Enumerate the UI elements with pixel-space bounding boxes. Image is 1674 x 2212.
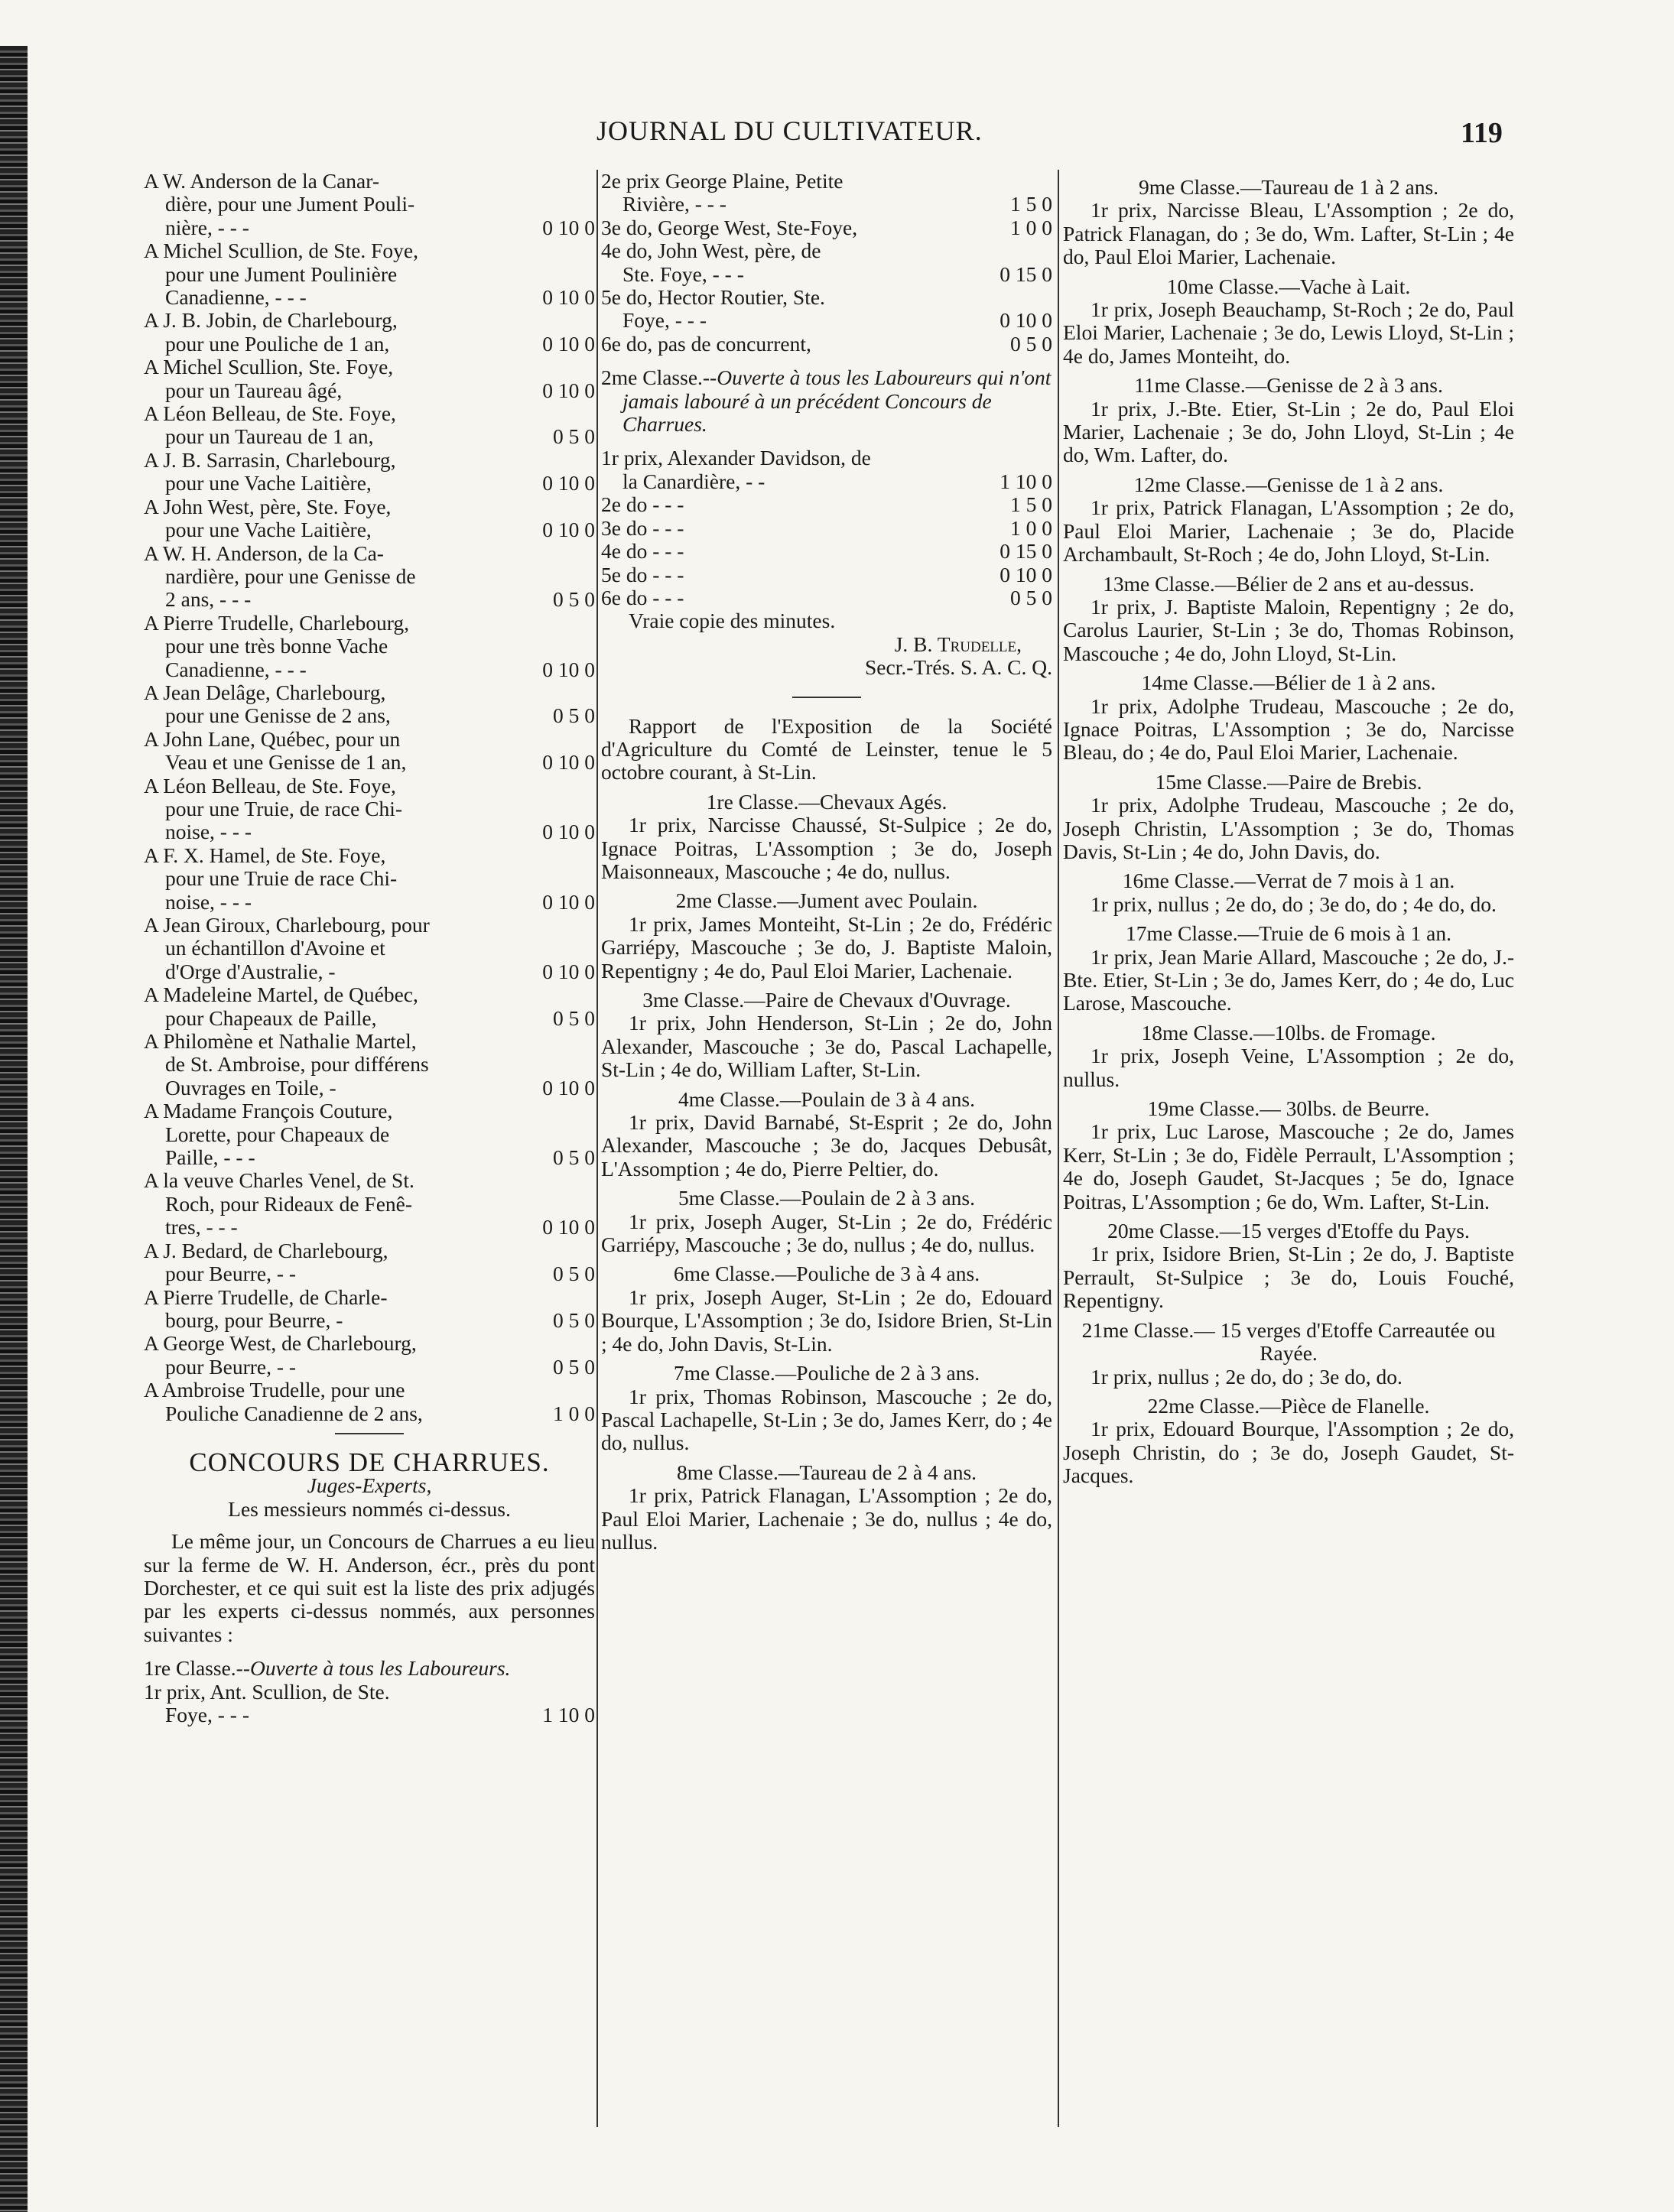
- class-heading: 20me Classe.—15 verges d'Etoffe du Pays.: [1107, 1219, 1470, 1243]
- prize-line-text: 3e do - - -: [601, 515, 684, 540]
- rapport-paragraph: Rapport de l'Exposition de la Société d'Agriculture du Comté de Leinster, tenue le 5 octobre courant, à St-Lin.: [601, 713, 1052, 784]
- short-divider: [792, 697, 861, 698]
- prize-line-text: nière, - - -: [165, 215, 249, 239]
- prize-line: [144, 1123, 595, 1146]
- prize-entry: [601, 586, 1052, 609]
- prize-line: [144, 891, 595, 914]
- prize-amount: 0 5 0: [553, 1354, 595, 1379]
- prize-line-text: pour un Taureau âgé,: [165, 378, 343, 402]
- class-results: 1r prix, Narcisse Bleau, L'Assomption ; 2e do, Patrick Flanagan, do ; 3e do, Wm. Lafter, St-Lin ; 4e do, Paul Eloi Marier, Lachenaie.: [1063, 198, 1514, 269]
- spacer: [144, 1646, 595, 1657]
- prize-entry: [144, 612, 595, 681]
- class-heading-italic: Ouverte à tous les Laboureurs qui n'ont jamais labouré à un précédent Concours de Charrues.: [622, 365, 1052, 437]
- prize-line-text: Foye, - - -: [165, 1703, 249, 1726]
- prize-line-text: A J. Bedard, de Charlebourg,: [144, 1238, 388, 1262]
- prize-line-text: A Léon Belleau, de Ste. Foye,: [144, 401, 396, 426]
- prize-amount: 1 10 0: [542, 1703, 595, 1726]
- prize-entry: [144, 1169, 595, 1239]
- prize-line-text: Ouvrages en Toile, -: [165, 1075, 336, 1100]
- concours-paragraph: Le même jour, un Concours de Charrues a eu lieu sur la ferme de W. H. Anderson, écr., près du pont Dorchester, et ce qui suit est la liste des prix adjugés par les experts ci-dessus nommés, aux personnes suivantes :: [144, 1529, 595, 1646]
- prize-line: [144, 1379, 595, 1402]
- prize-line-text: pour un Taureau de 1 an,: [165, 424, 374, 449]
- class-results: 1r prix, Narcisse Chaussé, St-Sulpice ; 2e do, Ignace Poitras, L'Assomption ; 3e do, Joseph Maisonneaux, Mascouche ; 4e do, nullus.: [601, 813, 1052, 883]
- prize-line: [144, 681, 595, 704]
- prize-line-text: 6e do, pas de concurrent,: [601, 331, 811, 356]
- prize-line: [601, 493, 1052, 516]
- prize-line-text: pour une très bonne Vache: [165, 634, 388, 658]
- prize-amount: 0 10 0: [542, 471, 595, 495]
- section-title: CONCOURS DE CHARRUES.: [189, 1447, 550, 1477]
- prize-amount: 0 5 0: [553, 1307, 595, 1332]
- prize-line-text: 6e do - - -: [601, 585, 684, 609]
- prize-entry: [144, 728, 595, 775]
- prize-amount: 1 10 0: [1000, 469, 1052, 493]
- prize-line-text: A la veuve Charles Venel, de St.: [144, 1168, 414, 1193]
- prize-line-text: Rivière, - - -: [622, 192, 726, 216]
- column-rule-2: [1058, 170, 1059, 2127]
- prize-line: [601, 239, 1052, 262]
- prize-line-text: 4e do - - -: [601, 539, 684, 564]
- prize-line-text: A Michel Scullion, Ste. Foye,: [144, 355, 394, 379]
- prize-line: [144, 472, 595, 495]
- prize-line-text: pour une Vache Laitière,: [165, 471, 372, 495]
- prize-entry: [601, 447, 1052, 493]
- prize-entry: [144, 495, 595, 542]
- prize-line-text: Roch, pour Rideaux de Fenê-: [165, 1191, 413, 1216]
- prize-line-text: pour une Truie de race Chi-: [165, 866, 398, 891]
- class-results: 1r prix, Joseph Auger, St-Lin ; 2e do, Edouard Bourque, L'Assomption ; 3e do, Isidore Brien, St-Lin ; 4e do, John Davis, St-Lin.: [601, 1285, 1052, 1356]
- prize-amount: 0 15 0: [1000, 539, 1052, 564]
- prize-line: [144, 449, 595, 472]
- prize-amount: 1 0 0: [1010, 215, 1052, 239]
- class-results: 1r prix, John Henderson, St-Lin ; 2e do, John Alexander, Mascouche ; 3e do, Pascal Lachapelle, St-Lin ; 4e do, William Lafter, St-Lin.: [601, 1011, 1052, 1082]
- class-heading-prefix: 1re Classe.--: [144, 1656, 250, 1681]
- prize-line: [144, 1239, 595, 1262]
- prize-line: [144, 286, 595, 309]
- prize-amount: 0 10 0: [542, 285, 595, 310]
- prize-line: [144, 797, 595, 820]
- class-heading: 12me Classe.—Genisse de 1 à 2 ans.: [1133, 472, 1444, 496]
- prize-entry: [601, 170, 1052, 216]
- prize-line: [144, 751, 595, 774]
- prize-line: [144, 867, 595, 890]
- prize-line-text: A Léon Belleau, de Ste. Foye,: [144, 773, 396, 797]
- prize-entry: [601, 564, 1052, 586]
- class-results: 1r prix, James Monteiht, St-Lin ; 2e do, Frédéric Garriépy, Mascouche ; 3e do, J. Baptiste Maloin, Repentigny ; 4e do, Paul Eloi Marier, Lachenaie.: [601, 911, 1052, 983]
- prize-line: [144, 1007, 595, 1030]
- prize-line: [144, 333, 595, 356]
- prize-line-text: A Ambroise Trudelle, pour une: [144, 1378, 405, 1402]
- prize-line: [601, 193, 1052, 216]
- class-results: 1r prix, Joseph Auger, St-Lin ; 2e do, Frédéric Garriépy, Mascouche ; 3e do, nullus ; 4e do, nullus.: [601, 1209, 1052, 1257]
- column-3: [1063, 170, 1514, 1488]
- prize-entry: [601, 333, 1052, 356]
- prize-line-text: Pouliche Canadienne de 2 ans,: [165, 1401, 423, 1425]
- prize-line-text: A Pierre Trudelle, Charlebourg,: [144, 610, 410, 635]
- prize-line: [144, 820, 595, 843]
- prize-line-text: 2e prix George Plaine, Petite: [601, 169, 844, 193]
- prize-line-text: nardière, pour une Genisse de: [165, 564, 416, 588]
- prize-line-text: A John West, père, Ste. Foye,: [144, 494, 392, 518]
- prize-line: [601, 564, 1052, 586]
- class-results: 1r prix, Jean Marie Allard, Mascouche ; 2e do, J.-Bte. Etier, St-Lin ; 3e do, James Kerr, do ; 4e do, Luc Larose, Mascouche.: [1063, 944, 1514, 1015]
- prize-line-text: A John Lane, Québec, pour un: [144, 726, 401, 751]
- prize-line-text: 2 ans, - - -: [165, 587, 252, 612]
- prize-line-text: Ste. Foye, - - -: [622, 261, 744, 286]
- class-results: 1r prix, Adolphe Trudeau, Mascouche ; 2e do, Joseph Christin, L'Assomption ; 3e do, Thomas Davis, St-Lin ; 4e do, John Davis, do.: [1063, 793, 1514, 863]
- prize-line: [144, 239, 595, 262]
- prize-amount: 1 0 0: [553, 1401, 595, 1425]
- prize-line-text: pour Beurre, - -: [165, 1262, 297, 1286]
- prize-line-text: 1r prix, Alexander Davidson, de: [601, 446, 871, 470]
- class-heading: 15me Classe.—Paire de Brebis.: [1155, 769, 1422, 794]
- prize-line-text: 5e do - - -: [601, 562, 684, 586]
- class-heading: 18me Classe.—10lbs. de Fromage.: [1141, 1020, 1436, 1044]
- prize-line: [601, 286, 1052, 309]
- prize-line: [601, 540, 1052, 563]
- prize-entry: [601, 493, 1052, 516]
- prize-amount: 0 10 0: [542, 820, 595, 844]
- class-heading: [144, 1657, 595, 1680]
- prize-amount: 1 0 0: [1010, 515, 1052, 540]
- prize-amount: 0 5 0: [1010, 585, 1052, 609]
- prize-entry: [144, 775, 595, 844]
- prize-entry: [601, 540, 1052, 563]
- prize-entry: [601, 216, 1052, 239]
- prize-line: [144, 193, 595, 216]
- prize-line: [601, 263, 1052, 286]
- class-heading: 13me Classe.—Bélier de 2 ans et au-dessus.: [1103, 571, 1474, 596]
- prize-line-text: pour une Jument Poulinière: [165, 261, 398, 286]
- class-heading: 8me Classe.—Taureau de 2 à 4 ans.: [676, 1460, 977, 1484]
- class-results: 1r prix, Joseph Beauchamp, St-Roch ; 2e do, Paul Eloi Marier, Lachenaie ; 3e do, Lewis Lloyd, St-Lin ; 4e do, James Monteiht, do.: [1063, 297, 1514, 368]
- class-results: 1r prix, Thomas Robinson, Mascouche ; 2e do, Pascal Lachapelle, St-Lin ; 3e do, James Kerr, do ; 4e do, nullus.: [601, 1384, 1052, 1455]
- prize-line-text: A J. B. Jobin, de Charlebourg,: [144, 308, 398, 333]
- prize-line: [144, 983, 595, 1006]
- prize-line: [144, 1704, 595, 1726]
- class-sections: [1063, 176, 1514, 1488]
- class-heading-prefix: 2me Classe.--: [601, 365, 717, 390]
- prize-line-text: noise, - - -: [165, 889, 252, 914]
- prize-line: [144, 658, 595, 681]
- prize-line-text: A Jean Delâge, Charlebourg,: [144, 680, 386, 704]
- prize-line: [144, 704, 595, 727]
- class-results: 1r prix, Patrick Flanagan, L'Assomption ; 2e do, Paul Eloi Marier, Lachenaie ; 3e do, nullus ; 4e do, nullus.: [601, 1483, 1052, 1554]
- class-heading: 19me Classe.— 30lbs. de Beurre.: [1147, 1096, 1430, 1121]
- prize-line: [601, 447, 1052, 469]
- prize-line: [144, 263, 595, 286]
- class-heading-italic: Ouverte à tous les Laboureurs.: [249, 1656, 511, 1681]
- prize-entry: [144, 309, 595, 356]
- prize-amount: 0 10 0: [542, 378, 595, 402]
- prize-line: [144, 309, 595, 332]
- prize-line-text: de St. Ambroise, pour différens: [165, 1052, 429, 1077]
- prize-line-text: d'Orge d'Australie, -: [165, 959, 336, 983]
- class-heading: 9me Classe.—Taureau de 1 à 2 ans.: [1138, 175, 1439, 199]
- class-heading: 2me Classe.—Jument avec Poulain.: [675, 888, 978, 913]
- prize-line: [144, 1309, 595, 1332]
- prize-entry: [144, 1332, 595, 1379]
- prize-line-text: 3e do, George West, Ste-Foye,: [601, 215, 858, 239]
- prize-line: [601, 216, 1052, 239]
- prize-line: [144, 425, 595, 448]
- prize-entry: [144, 1379, 595, 1425]
- class-heading: 7me Classe.—Pouliche de 2 à 3 ans.: [673, 1361, 980, 1385]
- prize-entry: [144, 844, 595, 914]
- prize-amount: 0 10 0: [542, 215, 595, 239]
- prize-line: [144, 588, 595, 611]
- prize-line-text: Lorette, pour Chapeaux de: [165, 1122, 390, 1146]
- prize-amount: 0 5 0: [553, 424, 595, 449]
- class-results: 1r prix, Adolphe Trudeau, Mascouche ; 2e do, Ignace Poitras, L'Assomption ; 3e do, Narcisse Bleau, do ; 4e do, Paul Eloi Marier, Lachenaie.: [1063, 693, 1514, 765]
- prize-line: [144, 216, 595, 239]
- prize-entry: [144, 542, 595, 612]
- prize-list: [144, 170, 595, 1425]
- prize-line: [144, 1332, 595, 1355]
- prize-amount: 0 10 0: [542, 1075, 595, 1100]
- prize-line: [144, 914, 595, 937]
- short-divider: [335, 1433, 404, 1434]
- prize-line-text: pour une Truie, de race Chi-: [165, 796, 403, 820]
- prize-entry: [144, 1100, 595, 1169]
- page-binding-edge: [0, 46, 28, 2212]
- class-results: 1r prix, J. Baptiste Maloin, Repentigny ; 2e do, Carolus Laurier, St-Lin ; 3e do, Thomas Robinson, Mascouche ; 4e do, John Lloyd, St-Lin.: [1063, 594, 1514, 665]
- prize-line: [601, 333, 1052, 356]
- judges-heading: Juges-Experts,: [307, 1473, 432, 1498]
- prize-line-text: pour une Vache Laitière,: [165, 518, 372, 542]
- prize-line-text: 4e do, John West, père, de: [601, 239, 821, 263]
- prize-line: [144, 1216, 595, 1239]
- prize-line-text: bourg, pour Beurre, -: [165, 1307, 343, 1332]
- prize-line: [601, 309, 1052, 332]
- prize-line: [144, 1030, 595, 1053]
- judges-names: Les messieurs nommés ci-dessus.: [228, 1496, 511, 1521]
- prize-line: [144, 356, 595, 378]
- prize-line-text: Canadienne, - - -: [165, 285, 307, 310]
- prize-line: [144, 1077, 595, 1100]
- prize-amount: 0 5 0: [1010, 331, 1052, 356]
- prize-line-text: A J. B. Sarrasin, Charlebourg,: [144, 447, 396, 472]
- prize-line: [144, 728, 595, 751]
- prize-amount: 0 10 0: [542, 518, 595, 542]
- class-results: 1r prix, Edouard Bourque, l'Assomption ; 2e do, Joseph Christin, do ; 3e do, Joseph Gaudet, St-Jacques.: [1063, 1417, 1514, 1488]
- column-1: [144, 170, 595, 1726]
- class-heading: 3me Classe.—Paire de Chevaux d'Ouvrage.: [642, 988, 1011, 1012]
- prize-line: [144, 960, 595, 983]
- prize-line-text: pour Beurre, - -: [165, 1354, 297, 1379]
- prize-line-text: A F. X. Hamel, de Ste. Foye,: [144, 843, 386, 867]
- prize-line: [144, 402, 595, 425]
- prize-amount: 0 5 0: [553, 587, 595, 612]
- prize-line-text: A W. Anderson de la Canar-: [144, 169, 380, 193]
- prize-entry: [144, 1286, 595, 1333]
- prize-amount: 0 5 0: [553, 703, 595, 728]
- prize-amount: 0 10 0: [542, 959, 595, 983]
- prize-line-text: un échantillon d'Avoine et: [165, 936, 385, 960]
- prize-entry: [601, 239, 1052, 286]
- class-heading: 17me Classe.—Truie de 6 mois à 1 an.: [1126, 921, 1451, 946]
- prize-amount: 0 10 0: [542, 1215, 595, 1239]
- prize-entry: [144, 1681, 595, 1727]
- prize-line: [144, 1356, 595, 1379]
- class-heading: 22me Classe.—Pièce de Flanelle.: [1147, 1393, 1430, 1418]
- prize-line-text: la Canardière, - -: [622, 469, 765, 493]
- class-heading: 1re Classe.—Chevaux Agés.: [706, 789, 948, 814]
- page-header-title: JOURNAL DU CULTIVATEUR.: [596, 115, 983, 146]
- prize-line-text: 1r prix, Ant. Scullion, de Ste.: [144, 1679, 390, 1704]
- prize-line: [144, 1193, 595, 1216]
- column-rule-1: [596, 170, 598, 2127]
- prize-line-text: A W. H. Anderson, de la Ca-: [144, 541, 384, 565]
- class-heading: 21me Classe.— 15 verges d'Etoffe Carreautée ou Rayée.: [1081, 1317, 1496, 1366]
- prize-entry: [601, 517, 1052, 540]
- class-heading: 11me Classe.—Genisse de 2 à 3 ans.: [1134, 373, 1443, 398]
- class-sections: [601, 791, 1052, 1554]
- prize-list-continued: [601, 170, 1052, 356]
- prize-line: [144, 1286, 595, 1309]
- class-results: 1r prix, Joseph Veine, L'Assomption ; 2e do, nullus.: [1063, 1044, 1514, 1091]
- prize-line: [144, 1100, 595, 1122]
- prize-amount: 0 10 0: [542, 657, 595, 681]
- prize-line: [144, 612, 595, 635]
- prize-line-text: noise, - - -: [165, 820, 252, 844]
- prize-line: [144, 1681, 595, 1704]
- prize-amount: 0 10 0: [1000, 308, 1052, 333]
- prize-line-text: A Pierre Trudelle, de Charle-: [144, 1285, 388, 1309]
- prize-line: [144, 1262, 595, 1285]
- prize-amount: 0 5 0: [553, 1262, 595, 1286]
- prize-amount: 1 5 0: [1010, 192, 1052, 216]
- prize-amount: 0 5 0: [553, 1005, 595, 1030]
- prize-entry: [144, 402, 595, 449]
- class-heading: 10me Classe.—Vache à Lait.: [1166, 274, 1411, 298]
- prize-line: [144, 1169, 595, 1192]
- class-results: 1r prix, J.-Bte. Etier, St-Lin ; 2e do, Paul Eloi Marier, Lachenaie ; 3e do, John Lloyd, St-Lin ; 4e do, Wm. Lafter, do.: [1063, 396, 1514, 467]
- prize-line-text: pour une Genisse de 2 ans,: [165, 703, 391, 728]
- prize-line: [144, 518, 595, 541]
- prize-line: [144, 379, 595, 402]
- prize-line-text: Veau et une Genisse de 1 an,: [165, 750, 407, 775]
- prize-entry: [144, 983, 595, 1030]
- prize-amount: 0 10 0: [542, 750, 595, 775]
- prize-line: [601, 586, 1052, 609]
- prize-amount: 0 10 0: [542, 331, 595, 356]
- prize-line-text: 2e do - - -: [601, 492, 684, 517]
- prize-line: [144, 844, 595, 867]
- spacer: [601, 436, 1052, 447]
- prize-line-text: pour Chapeaux de Paille,: [165, 1005, 377, 1030]
- prize-line-text: Paille, - - -: [165, 1145, 255, 1170]
- prize-line-text: A Jean Giroux, Charlebourg, pour: [144, 913, 430, 937]
- prize-line: [144, 1402, 595, 1425]
- prize-entry: [144, 449, 595, 495]
- class-heading: 4me Classe.—Poulain de 3 à 4 ans.: [678, 1087, 975, 1111]
- prize-entry: [144, 681, 595, 728]
- class-results: 1r prix, nullus ; 2e do, do ; 3e do, do.: [1091, 1364, 1403, 1389]
- class-results: 1r prix, Isidore Brien, St-Lin ; 2e do, J. Baptiste Perrault, St-Sulpice ; 3e do, Louis Fouché, Repentigny.: [1063, 1242, 1514, 1313]
- prize-entry: [144, 914, 595, 983]
- class-heading: 14me Classe.—Bélier de 1 à 2 ans.: [1141, 671, 1436, 695]
- prize-line-text: Canadienne, - - -: [165, 657, 307, 681]
- class-results: 1r prix, Luc Larose, Mascouche ; 2e do, James Kerr, St-Lin ; 3e do, Fidèle Perrault, L'Assomption ; 4e do, Joseph Gaudet, St-Jacques ; 5e do, Ignace Poitras, L'Assomption ; 6e do, Wm. Lafter, St-Lin.: [1063, 1119, 1514, 1213]
- prize-line-text: tres, - - -: [165, 1215, 238, 1239]
- prize-line-text: dière, pour une Jument Pouli-: [165, 192, 415, 216]
- prize-entry: [144, 1239, 595, 1286]
- class-results: 1r prix, nullus ; 2e do, do ; 3e do, do ; 4e do, do.: [1091, 892, 1497, 916]
- prize-line-text: A Philomène et Nathalie Martel,: [144, 1029, 417, 1054]
- prize-line: [144, 1053, 595, 1076]
- prize-line: [144, 542, 595, 565]
- prize-entry: [144, 239, 595, 309]
- prize-line: [144, 565, 595, 588]
- prize-amount: 0 15 0: [1000, 261, 1052, 286]
- prize-amount: 0 10 0: [1000, 562, 1052, 586]
- prize-line: [601, 517, 1052, 540]
- prize-line-text: A Madeleine Martel, de Québec,: [144, 983, 418, 1007]
- column-2: [601, 170, 1052, 1554]
- class-heading: 6me Classe.—Pouliche de 3 à 4 ans.: [673, 1262, 980, 1286]
- page-number: 119: [1461, 117, 1503, 149]
- class-heading: 5me Classe.—Poulain de 2 à 3 ans.: [678, 1186, 975, 1210]
- minutes-note: Vraie copie des minutes.: [629, 609, 836, 633]
- prize-entry: [144, 170, 595, 239]
- prize-entry: [144, 1681, 595, 1727]
- prize-line: [144, 1146, 595, 1169]
- prize-entry: [144, 356, 595, 402]
- prize-line: [601, 170, 1052, 193]
- prize-line: [144, 775, 595, 797]
- prize-amount: 0 10 0: [542, 889, 595, 914]
- class-heading: 16me Classe.—Verrat de 7 mois à 1 an.: [1122, 869, 1455, 893]
- class-results: 1r prix, David Barnabé, St-Esprit ; 2e do, John Alexander, Mascouche ; 3e do, Jacques Debusât, L'Assomption ; 4e do, Pierre Peltier, do.: [601, 1110, 1052, 1181]
- prize-line: [144, 635, 595, 658]
- prize-line: [144, 495, 595, 518]
- prize-line-text: A Michel Scullion, de Ste. Foye,: [144, 239, 419, 263]
- prize-line-text: A Madame François Couture,: [144, 1099, 393, 1123]
- prize-line-text: 5e do, Hector Routier, Ste.: [601, 285, 825, 310]
- class-results: 1r prix, Patrick Flanagan, L'Assomption ; 2e do, Paul Eloi Marier, Lachenaie ; 3e do, Placide Archambault, St-Roch ; 4e do, John Lloyd, St-Lin.: [1063, 495, 1514, 567]
- spacer: [601, 356, 1052, 366]
- prize-line: [144, 170, 595, 193]
- signature-name: J. B. Trudelle,: [894, 632, 1022, 656]
- prize-line-text: pour une Pouliche de 1 an,: [165, 331, 390, 356]
- prize-list: [601, 447, 1052, 609]
- prize-line: [144, 937, 595, 960]
- prize-line-text: Foye, - - -: [622, 308, 707, 333]
- signature-title: Secr.-Trés. S. A. C. Q.: [865, 655, 1052, 680]
- prize-line: [601, 470, 1052, 493]
- prize-amount: 1 5 0: [1010, 492, 1052, 517]
- class-heading: [601, 366, 1052, 436]
- prize-entry: [601, 286, 1052, 333]
- prize-line-text: A George West, de Charlebourg,: [144, 1331, 417, 1356]
- prize-entry: [144, 1030, 595, 1100]
- prize-amount: 0 5 0: [553, 1145, 595, 1170]
